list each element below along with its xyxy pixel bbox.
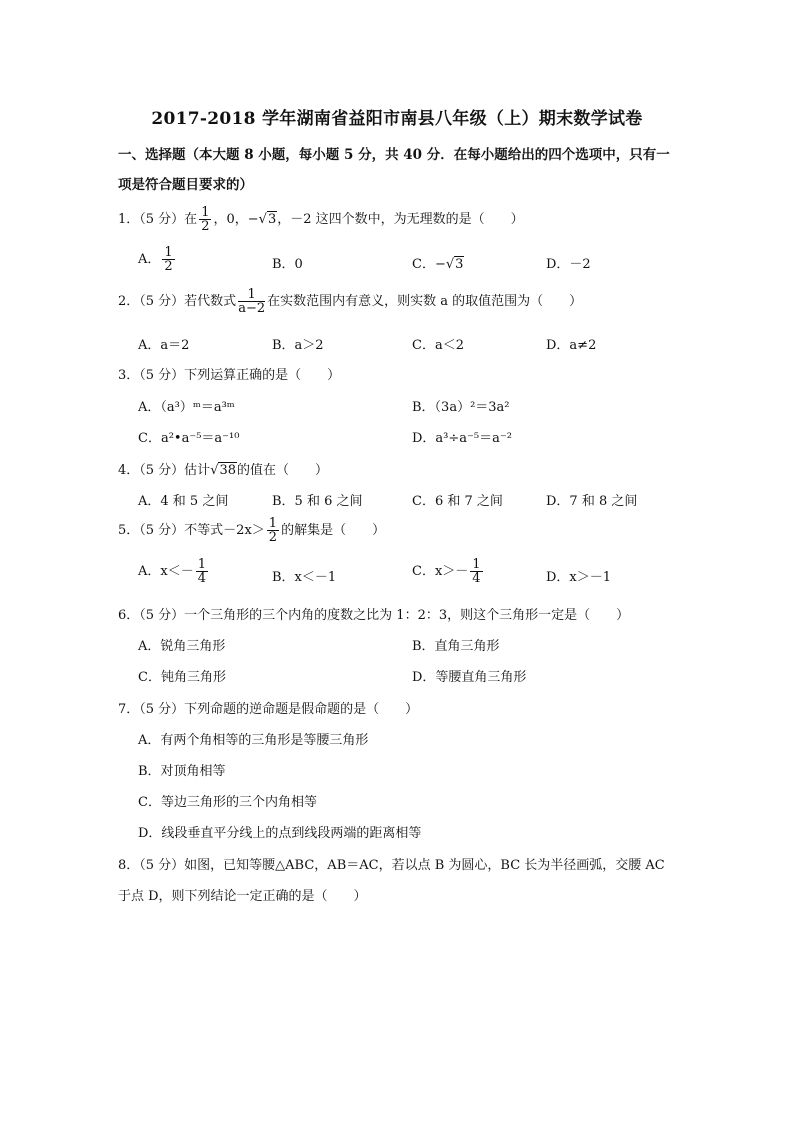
section-heading-line1: 一、选择题（本大题 8 小题，每小题 5 分，共 40 分．在每小题给出的四个选项中，只有一 xyxy=(118,147,670,163)
q5-option-c xyxy=(412,558,485,585)
q1-a-den: 2 xyxy=(164,259,173,274)
q1-option-d: D．－2 xyxy=(546,257,591,272)
q2-frac-den: a−2 xyxy=(238,301,266,316)
q5-a-fraction xyxy=(196,558,208,585)
q5-suffix: 的解集是（ ） xyxy=(281,523,386,538)
q1-c-sqrt-val: 3 xyxy=(455,257,464,272)
q3-option-b: B．（3a）²＝3a² xyxy=(412,400,510,415)
question-5-stem xyxy=(118,517,385,544)
q3-option-c: C．a²•a⁻⁵＝a⁻¹⁰ xyxy=(138,431,240,446)
q6-option-a: A．锐角三角形 xyxy=(138,639,226,654)
q1-frac-num: 1 xyxy=(201,205,210,220)
q5-option-b: B．x＜－1 xyxy=(272,570,337,585)
q5-a-num: 1 xyxy=(197,557,207,572)
q1-frac-den: 2 xyxy=(201,219,210,234)
q7-option-b: B．对顶角相等 xyxy=(138,764,226,779)
q7-option-a: A．有两个角相等的三角形是等腰三角形 xyxy=(138,733,369,748)
q1-a-fraction xyxy=(162,246,174,273)
q4-option-b: B．5 和 6 之间 xyxy=(272,494,363,509)
q3-option-d: D．a³÷a⁻⁵＝a⁻² xyxy=(412,431,512,446)
q6-option-d: D．等腰直角三角形 xyxy=(412,670,527,685)
section-heading xyxy=(118,140,678,200)
q5-a-den: 4 xyxy=(197,571,207,586)
q3-option-a: A．（a³）ᵐ＝a³ᵐ xyxy=(138,400,235,415)
q5-a-label: A．x＜－ xyxy=(138,564,194,579)
q4-option-d: D．7 和 8 之间 xyxy=(546,494,638,509)
q1-c-sqrt: √3 xyxy=(445,257,464,272)
q2-fraction xyxy=(238,288,265,315)
q1-a-label: A． xyxy=(138,252,161,267)
question-8-stem-line1: 8．（5 分）如图，已知等腰△ABC，AB＝AC，若以点 B 为圆心，BC 长为半径画弧，交腰 AC xyxy=(118,858,665,873)
q5-frac-num: 1 xyxy=(268,516,278,531)
q5-frac-den: 2 xyxy=(268,530,278,545)
q4-sqrt: √38 xyxy=(210,463,237,478)
q2-option-d: D．a≠2 xyxy=(546,338,597,353)
q2-option-a: A．a＝2 xyxy=(138,338,190,353)
q2-suffix: 在实数范围内有意义，则实数 a 的取值范围为（ ） xyxy=(267,294,583,309)
q5-fraction xyxy=(267,517,279,544)
q6-option-b: B．直角三角形 xyxy=(412,639,500,654)
q2-option-b: B．a＞2 xyxy=(272,338,324,353)
q4-prefix: 4．（5 分）估计 xyxy=(118,463,211,478)
q1-sqrt: √3 xyxy=(258,212,277,227)
q1-sqrt-val: 3 xyxy=(267,212,277,227)
q1-option-c xyxy=(412,253,464,272)
q4-sqrt-val: 38 xyxy=(219,463,237,478)
q1-suffix: ，－2 这四个数中，为无理数的是（ ） xyxy=(277,212,524,227)
q5-c-num: 1 xyxy=(472,557,481,572)
section-heading-line2: 项是符合题目要求的） xyxy=(118,177,253,193)
q5-option-a xyxy=(138,558,210,585)
question-7-stem: 7．（5 分）下列命题的逆命题是假命题的是（ ） xyxy=(118,702,419,717)
q4-option-c: C．6 和 7 之间 xyxy=(412,494,503,509)
q4-suffix: 的值在（ ） xyxy=(237,463,329,478)
q4-option-a: A．4 和 5 之间 xyxy=(138,494,229,509)
q7-option-d: D．线段垂直平分线上的点到线段两端的距离相等 xyxy=(138,826,422,841)
q1-c-label: C．− xyxy=(412,257,446,272)
question-2-stem xyxy=(118,288,582,315)
q1-a-num: 1 xyxy=(164,245,173,260)
q1-prefix: 1．（5 分）在 xyxy=(118,212,198,227)
q5-c-fraction xyxy=(470,558,482,585)
q5-c-label: C．x＞－ xyxy=(412,564,469,579)
q2-option-c: C．a＜2 xyxy=(412,338,464,353)
q1-mid: ，0，− xyxy=(213,212,259,227)
q7-option-c: C．等边三角形的三个内角相等 xyxy=(138,795,317,810)
question-6-stem: 6．（5 分）一个三角形的三个内角的度数之比为 1：2：3，则这个三角形一定是（ ） xyxy=(118,608,630,623)
q1-option-b: B．0 xyxy=(272,257,303,272)
q2-frac-num: 1 xyxy=(238,288,265,302)
q6-option-c: C．钝角三角形 xyxy=(138,670,226,685)
q1-option-a xyxy=(138,246,177,273)
q2-prefix: 2．（5 分）若代数式 xyxy=(118,294,237,309)
question-8-stem-line2: 于点 D，则下列结论一定正确的是（ ） xyxy=(118,889,367,904)
question-4-stem xyxy=(118,459,328,478)
q5-c-den: 4 xyxy=(472,571,481,586)
q5-prefix: 5．（5 分）不等式－2x＞ xyxy=(118,523,265,538)
q1-fraction xyxy=(199,206,211,233)
question-1-stem xyxy=(118,206,524,233)
q5-option-d: D．x＞－1 xyxy=(546,570,612,585)
question-3-stem: 3．（5 分）下列运算正确的是（ ） xyxy=(118,368,341,383)
page-title: 2017-2018 学年湖南省益阳市南县八年级（上）期末数学试卷 xyxy=(151,109,643,129)
